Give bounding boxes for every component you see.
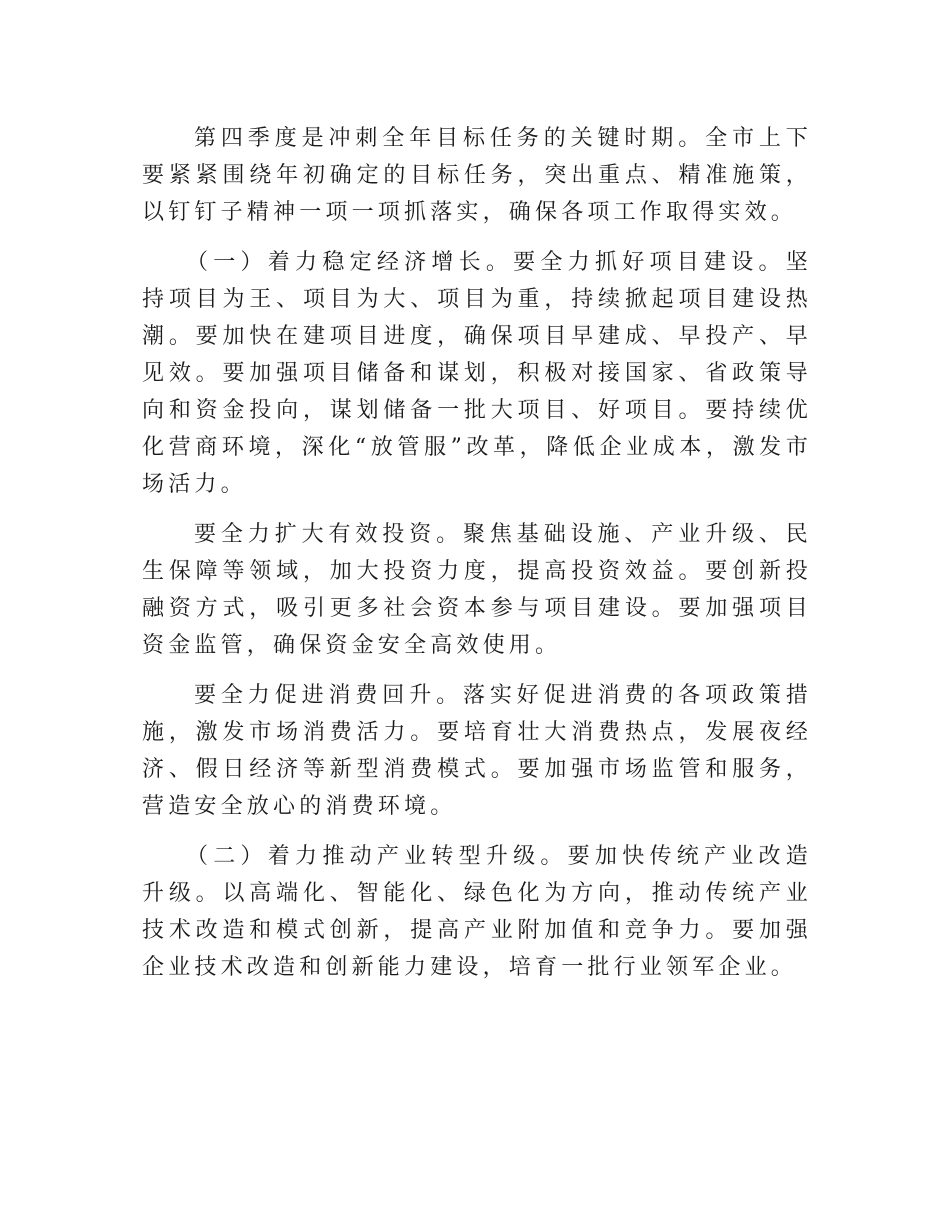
paragraph-intro: 第四季度是冲刺全年目标任务的关键时期。全市上下要紧紧围绕年初确定的目标任务，突出重点、精准施策，以钉钉子精神一项一项抓落实，确保各项工作取得实效。 bbox=[142, 126, 812, 225]
paragraph-section-two: （二）着力推动产业转型升级。要加快传统产业改造升级。以高端化、智能化、绿色化为方向，推动传统产业技术改造和模式创新，提高产业附加值和竞争力。要加强企业技术改造和创新能力建设，培育一批行业领军企业。 bbox=[142, 844, 812, 980]
paragraph-section-one: （一）着力稳定经济增长。要全力抓好项目建设。坚持项目为王、项目为大、项目为重，持续掀起项目建设热潮。要加快在建项目进度，确保项目早建成、早投产、早见效。要加强项目储备和谋划，积极对接国家、省政策导向和资金投向，谋划储备一批大项目、好项目。要持续优化营商环境，深化“放管服”改革，降低企业成本，激发市场活力。 bbox=[142, 250, 812, 497]
paragraph-consumption: 要全力促进消费回升。落实好促进消费的各项政策措施，激发市场消费活力。要培育壮大消费热点，发展夜经济、假日经济等新型消费模式。要加强市场监管和服务，营造安全放心的消费环境。 bbox=[142, 683, 812, 819]
paragraph-investment: 要全力扩大有效投资。聚焦基础设施、产业升级、民生保障等领域，加大投资力度，提高投资效益。要创新投融资方式，吸引更多社会资本参与项目建设。要加强项目资金监管，确保资金安全高效使用。 bbox=[142, 522, 812, 658]
document-body bbox=[142, 120, 812, 999]
